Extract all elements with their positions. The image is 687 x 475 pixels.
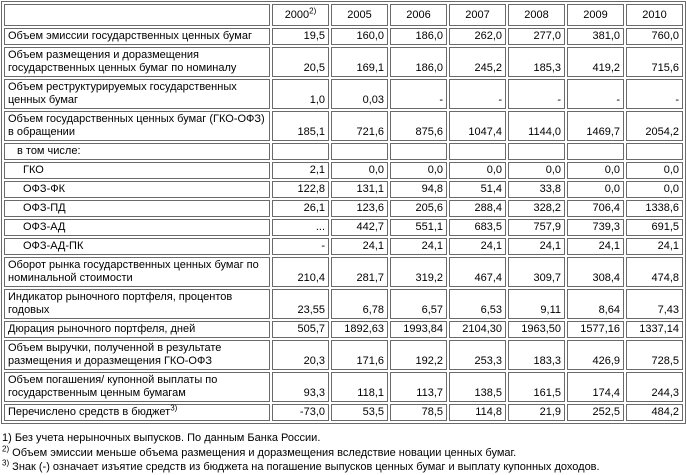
value-cell: 7,43 [626, 289, 683, 319]
value-cell: 551,1 [390, 219, 447, 236]
value-cell: 205,6 [390, 200, 447, 217]
table-header-row [4, 4, 683, 26]
row-label-cell: Объем реструктурируемых государственных ценных бумаг [4, 79, 270, 109]
value-cell: 24,1 [626, 238, 683, 255]
row-label-cell: Объем эмиссии государственных ценных бумаг [4, 28, 270, 45]
value-cell: 26,1 [272, 200, 329, 217]
value-cell: 739,3 [567, 219, 624, 236]
table-row [4, 289, 683, 319]
row-label-cell: в том числе: [4, 143, 270, 160]
value-cell: 419,2 [567, 47, 624, 77]
footnote-line: $^{2)}$ Объем эмиссии меньше объема размещения и доразмещения вследствие новации ценных бумаг. [2, 443, 517, 459]
value-cell: 9,11 [508, 289, 565, 319]
value-cell [390, 143, 447, 160]
value-cell: 160,0 [331, 28, 388, 45]
table-row [4, 404, 683, 421]
footnote-marker: 2) [309, 5, 317, 15]
value-cell: 24,1 [390, 238, 447, 255]
value-cell: 24,1 [331, 238, 388, 255]
value-cell: 0,0 [567, 162, 624, 179]
year-header-cell: 2000$^{2)}$ [272, 4, 329, 26]
value-cell: 6,53 [449, 289, 506, 319]
year-header-cell: 2008 [508, 4, 565, 26]
value-cell: - [390, 79, 447, 109]
table-row [4, 321, 683, 338]
footnote-marker: 3) [170, 403, 178, 413]
year-header-cell: 2010 [626, 4, 683, 26]
footnote-line: 1) Без учета нерыночных выпусков. По данным Банка России. [2, 432, 321, 444]
value-cell: 474,8 [626, 257, 683, 287]
value-cell: 192,2 [390, 340, 447, 370]
value-cell: 171,6 [331, 340, 388, 370]
table-row [4, 162, 683, 179]
value-cell: 113,7 [390, 372, 447, 402]
value-cell: 169,1 [331, 47, 388, 77]
value-cell: 426,9 [567, 340, 624, 370]
table-row [4, 143, 683, 160]
value-cell: 24,1 [508, 238, 565, 255]
value-cell: 309,7 [508, 257, 565, 287]
value-cell: 1993,84 [390, 321, 447, 338]
table-row [4, 340, 683, 370]
value-cell: 51,4 [449, 181, 506, 198]
value-cell: 0,0 [331, 162, 388, 179]
value-cell: 6,78 [331, 289, 388, 319]
value-cell: 875,6 [390, 111, 447, 141]
value-cell [449, 143, 506, 160]
table-row [4, 257, 683, 287]
value-cell: 308,4 [567, 257, 624, 287]
value-cell: 0,0 [508, 162, 565, 179]
value-cell: 186,0 [390, 47, 447, 77]
value-cell: 138,5 [449, 372, 506, 402]
table-row [4, 238, 683, 255]
row-label-cell: Перечислено средств в бюджет$^{3)}$ [4, 404, 270, 421]
value-cell: 288,4 [449, 200, 506, 217]
value-cell: 2054,2 [626, 111, 683, 141]
value-cell: - [508, 79, 565, 109]
value-cell: 123,6 [331, 200, 388, 217]
value-cell: 93,3 [272, 372, 329, 402]
table-row [4, 111, 683, 141]
value-cell: 0,0 [449, 162, 506, 179]
value-cell: 484,2 [626, 404, 683, 421]
value-cell: 0,0 [626, 181, 683, 198]
value-cell: 442,7 [331, 219, 388, 236]
value-cell: 2,1 [272, 162, 329, 179]
value-cell: 118,1 [331, 372, 388, 402]
value-cell: - [449, 79, 506, 109]
value-cell: 0,0 [626, 162, 683, 179]
value-cell: 1892,63 [331, 321, 388, 338]
value-cell: 1469,7 [567, 111, 624, 141]
value-cell: 210,4 [272, 257, 329, 287]
table-row [4, 47, 683, 77]
value-cell: 21,9 [508, 404, 565, 421]
value-cell: 728,5 [626, 340, 683, 370]
table-row [4, 28, 683, 45]
value-cell: -73,0 [272, 404, 329, 421]
value-cell: 33,8 [508, 181, 565, 198]
row-label-cell: Объем погашения/ купонной выплаты по государственным ценным бумагам [4, 372, 270, 402]
row-label-cell: Объем выручки, полученной в результате размещения и доразмещения ГКО-ОФЗ [4, 340, 270, 370]
value-cell: 8,64 [567, 289, 624, 319]
value-cell: 20,5 [272, 47, 329, 77]
value-cell: 23,55 [272, 289, 329, 319]
value-cell: 53,5 [331, 404, 388, 421]
value-cell [508, 143, 565, 160]
value-cell: - [272, 238, 329, 255]
value-cell: 277,0 [508, 28, 565, 45]
securities-statistics-table [1, 1, 686, 424]
value-cell: 505,7 [272, 321, 329, 338]
table-row [4, 79, 683, 109]
value-cell: 253,3 [449, 340, 506, 370]
value-cell: 1,0 [272, 79, 329, 109]
row-label-cell: ГКО [4, 162, 270, 179]
year-header-cell: 2007 [449, 4, 506, 26]
row-label-cell: ОФЗ-ФК [4, 181, 270, 198]
year-header-cell: 2005 [331, 4, 388, 26]
row-label-cell: Объем размещения и доразмещения государственных ценных бумаг по номиналу [4, 47, 270, 77]
row-label-cell: ОФЗ-АД-ПК [4, 238, 270, 255]
value-cell: 262,0 [449, 28, 506, 45]
footnote-line: $^{3)}$ Знак (-) означает изъятие средств из бюджета на погашение выпусков ценных бумаг и выплату купонных доходов. [2, 458, 600, 473]
value-cell: 1047,4 [449, 111, 506, 141]
value-cell: 706,4 [567, 200, 624, 217]
footnotes [0, 431, 687, 475]
corner-cell [4, 4, 270, 26]
value-cell: 24,1 [567, 238, 624, 255]
value-cell: 381,0 [567, 28, 624, 45]
value-cell: 328,2 [508, 200, 565, 217]
value-cell: 244,3 [626, 372, 683, 402]
value-cell [626, 143, 683, 160]
value-cell: 2104,30 [449, 321, 506, 338]
row-label-cell: Индикатор рыночного портфеля, процентов годовых [4, 289, 270, 319]
value-cell: 6,57 [390, 289, 447, 319]
footnote-marker: 3) [2, 458, 10, 468]
value-cell: 20,3 [272, 340, 329, 370]
value-cell: 760,0 [626, 28, 683, 45]
table-row [4, 219, 683, 236]
year-header-cell: 2009 [567, 4, 624, 26]
value-cell: 185,1 [272, 111, 329, 141]
value-cell: 24,1 [449, 238, 506, 255]
value-cell: 1338,6 [626, 200, 683, 217]
value-cell: 1963,50 [508, 321, 565, 338]
table-row [4, 372, 683, 402]
year-header-cell: 2006 [390, 4, 447, 26]
table-body [4, 28, 683, 421]
row-label-cell: ОФЗ-ПД [4, 200, 270, 217]
value-cell: ... [272, 219, 329, 236]
value-cell [567, 143, 624, 160]
value-cell: 131,1 [331, 181, 388, 198]
value-cell: 185,3 [508, 47, 565, 77]
value-cell: - [567, 79, 624, 109]
value-cell: 319,2 [390, 257, 447, 287]
value-cell: 114,8 [449, 404, 506, 421]
value-cell: 186,0 [390, 28, 447, 45]
value-cell: 721,6 [331, 111, 388, 141]
value-cell: 0,0 [390, 162, 447, 179]
value-cell: 94,8 [390, 181, 447, 198]
value-cell: 757,9 [508, 219, 565, 236]
value-cell: 1337,14 [626, 321, 683, 338]
value-cell: 161,5 [508, 372, 565, 402]
value-cell: 683,5 [449, 219, 506, 236]
value-cell [272, 143, 329, 160]
value-cell: 0,0 [567, 181, 624, 198]
page [0, 1, 687, 473]
value-cell [331, 143, 388, 160]
value-cell: 245,2 [449, 47, 506, 77]
footnote-marker: 2) [2, 443, 10, 453]
value-cell: 467,4 [449, 257, 506, 287]
value-cell: 122,8 [272, 181, 329, 198]
value-cell: 252,5 [567, 404, 624, 421]
value-cell: 19,5 [272, 28, 329, 45]
row-label-cell: Оборот рынка государственных ценных бумаг по номинальной стоимости [4, 257, 270, 287]
table-row [4, 181, 683, 198]
value-cell: 1577,16 [567, 321, 624, 338]
table-row [4, 200, 683, 217]
value-cell: 715,6 [626, 47, 683, 77]
value-cell: - [626, 79, 683, 109]
value-cell: 1144,0 [508, 111, 565, 141]
value-cell: 691,5 [626, 219, 683, 236]
row-label-cell: Объем государственных ценных бумаг (ГКО-ОФЗ) в обращении [4, 111, 270, 141]
row-label-cell: Дюрация рыночного портфеля, дней [4, 321, 270, 338]
value-cell: 281,7 [331, 257, 388, 287]
value-cell: 78,5 [390, 404, 447, 421]
value-cell: 0,03 [331, 79, 388, 109]
value-cell: 183,3 [508, 340, 565, 370]
value-cell: 174,4 [567, 372, 624, 402]
row-label-cell: ОФЗ-АД [4, 219, 270, 236]
